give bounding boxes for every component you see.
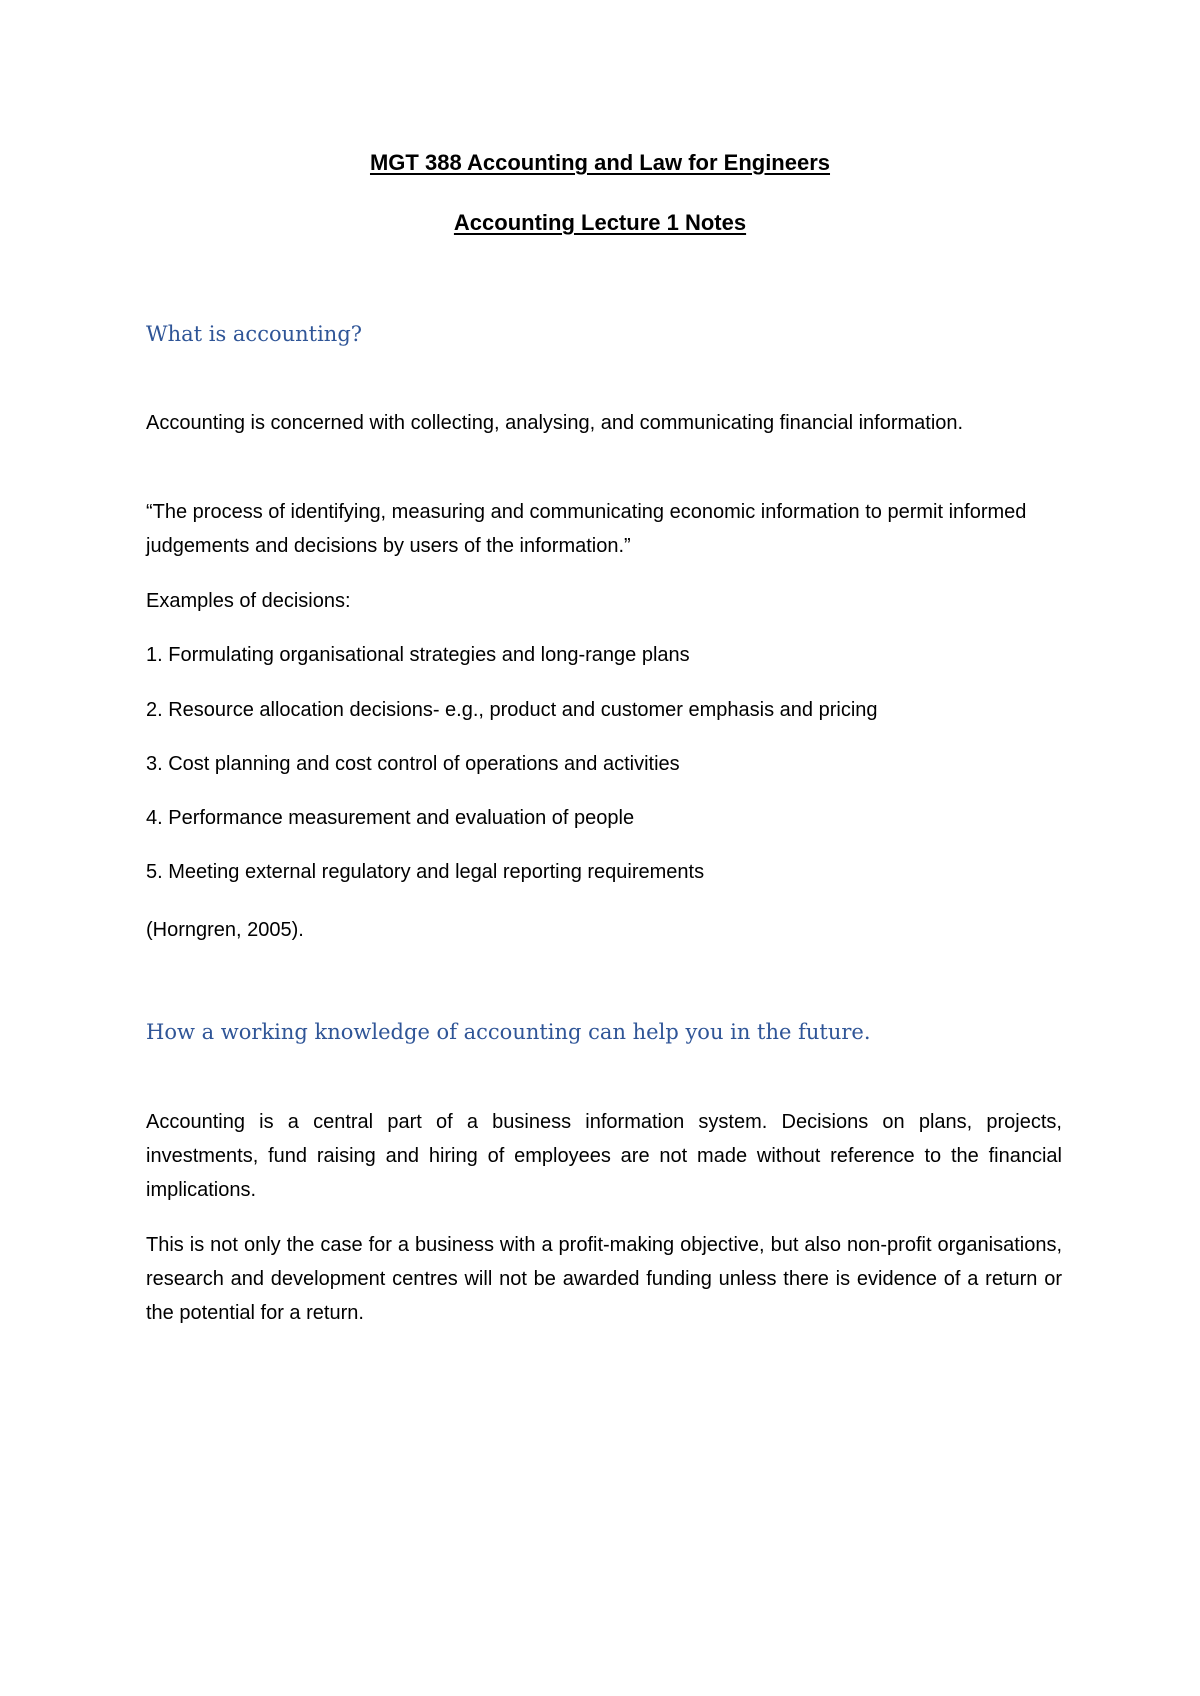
non-profit-paragraph: This is not only the case for a business with a profit-making objective, but also non-profit organisations, research and development centres will not be awarded funding unless there is evidence of a return or the potential for a return. bbox=[146, 1234, 1062, 1324]
examples-label: Examples of decisions: bbox=[146, 590, 351, 612]
citation: (Horngren, 2005). bbox=[146, 919, 304, 941]
example-item: 2. Resource allocation decisions- e.g., product and customer emphasis and pricing bbox=[146, 699, 878, 721]
document-title: MGT 388 Accounting and Law for Engineers bbox=[369, 150, 831, 175]
example-item: 3. Cost planning and cost control of operations and activities bbox=[146, 753, 680, 775]
example-item: 4. Performance measurement and evaluation of people bbox=[146, 807, 635, 829]
example-item: 5. Meeting external regulatory and legal reporting requirements bbox=[146, 861, 705, 883]
section-heading-what-is-accounting: What is accounting? bbox=[146, 322, 363, 346]
definition-paragraph: Accounting is concerned with collecting, analysing, and communicating financial information. bbox=[146, 412, 964, 434]
document-subtitle: Accounting Lecture 1 Notes bbox=[453, 210, 747, 235]
section-heading-working-knowledge: How a working knowledge of accounting can help you in the future. bbox=[146, 1020, 871, 1044]
example-item: 1. Formulating organisational strategies and long-range plans bbox=[146, 644, 690, 666]
business-info-paragraph: Accounting is a central part of a business information system. Decisions on plans, projects, investments, fund raising and hiring of employees are not made without reference to the financial implications. bbox=[146, 1111, 1062, 1201]
quote-paragraph: “The process of identifying, measuring and communicating economic information to permit informed judgements and decisions by users of the information.” bbox=[146, 501, 1027, 557]
